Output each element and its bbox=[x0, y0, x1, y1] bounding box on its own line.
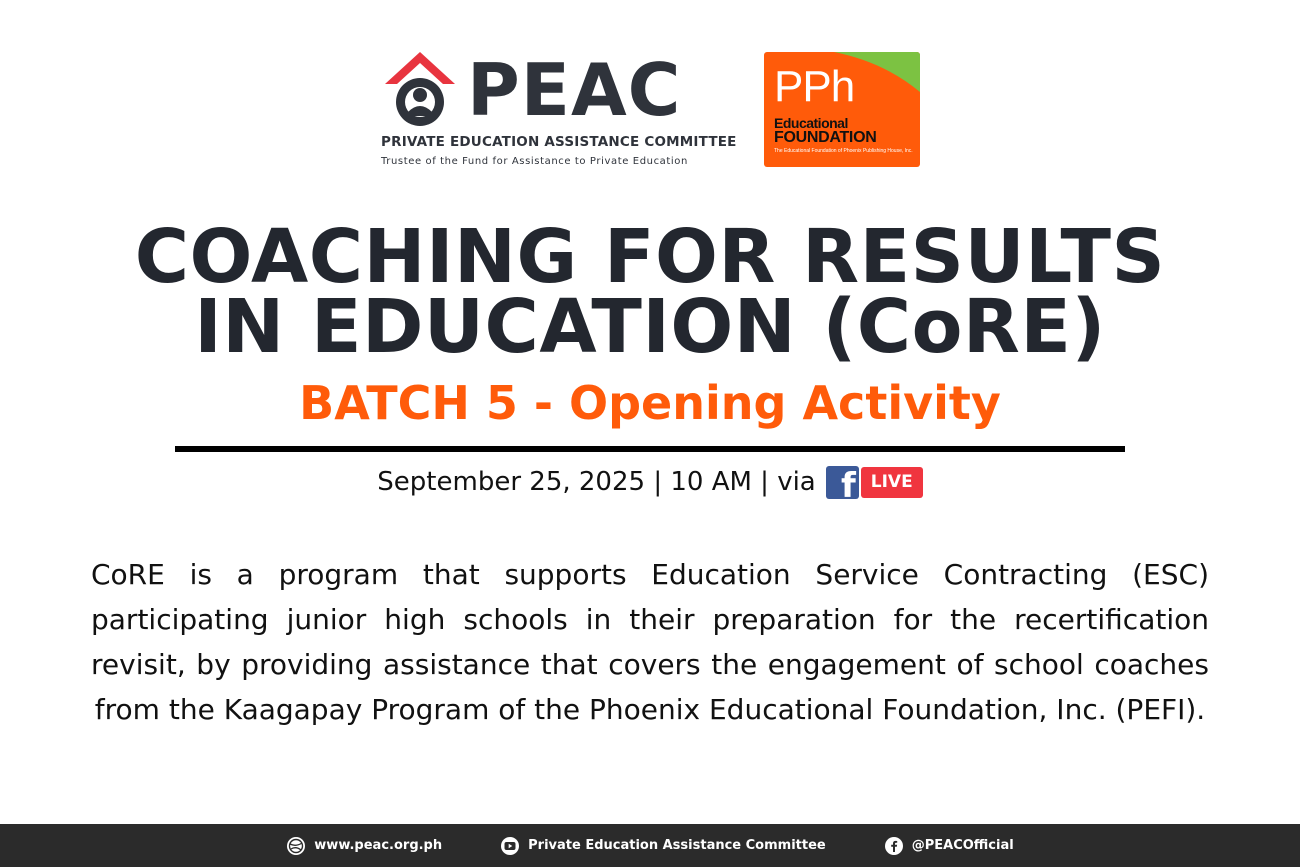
live-badge: LIVE bbox=[861, 467, 923, 498]
pph-foundation-logo bbox=[764, 52, 920, 167]
pph-line-foundation: FOUNDATION bbox=[774, 129, 877, 146]
peac-tagline: Trustee of the Fund for Assistance to Private Education bbox=[381, 156, 688, 167]
program-description: CoRE is a program that supports Education Service Contracting (ESC) participating junior high schools in their preparation for the recertification revisit, by providing assistance that covers the engagement of school coaches from the Kaagapay Program of the Phoenix Educational Foundation, Inc. (PEFI). bbox=[91, 558, 1209, 726]
peac-full-name: PRIVATE EDUCATION ASSISTANCE COMMITTEE bbox=[381, 134, 737, 150]
title-line-1: COACHING FOR RESULTS bbox=[134, 214, 1166, 300]
peac-house-icon bbox=[381, 50, 459, 128]
footer-youtube-text: Private Education Assistance Committee bbox=[528, 838, 826, 853]
footer-bar bbox=[0, 824, 1300, 867]
pph-monogram: PPh bbox=[774, 62, 855, 111]
event-details-row bbox=[0, 464, 1300, 506]
title-line-2: IN EDUCATION (CoRE) bbox=[194, 284, 1106, 370]
footer-facebook[interactable] bbox=[884, 836, 1014, 856]
peac-logo bbox=[381, 48, 737, 175]
facebook-icon: f bbox=[826, 466, 859, 499]
divider-rule bbox=[175, 446, 1125, 452]
peac-wordmark: PEAC bbox=[467, 48, 682, 132]
footer-facebook-text: @PEACOfficial bbox=[911, 838, 1014, 853]
pph-line-fullname: The Educational Foundation of Phoenix Publishing House, Inc. bbox=[774, 148, 913, 154]
batch-subtitle: BATCH 5 - Opening Activity bbox=[299, 376, 1001, 430]
globe-icon bbox=[286, 836, 306, 856]
footer-website[interactable] bbox=[286, 836, 442, 856]
facebook-icon bbox=[884, 836, 904, 856]
footer-website-text: www.peac.org.ph bbox=[314, 838, 443, 853]
event-details: September 25, 2025 | 10 AM | via bbox=[377, 467, 816, 497]
pph-line-educational: Educational bbox=[774, 115, 848, 131]
youtube-icon bbox=[500, 836, 520, 856]
footer-youtube[interactable] bbox=[500, 836, 826, 856]
